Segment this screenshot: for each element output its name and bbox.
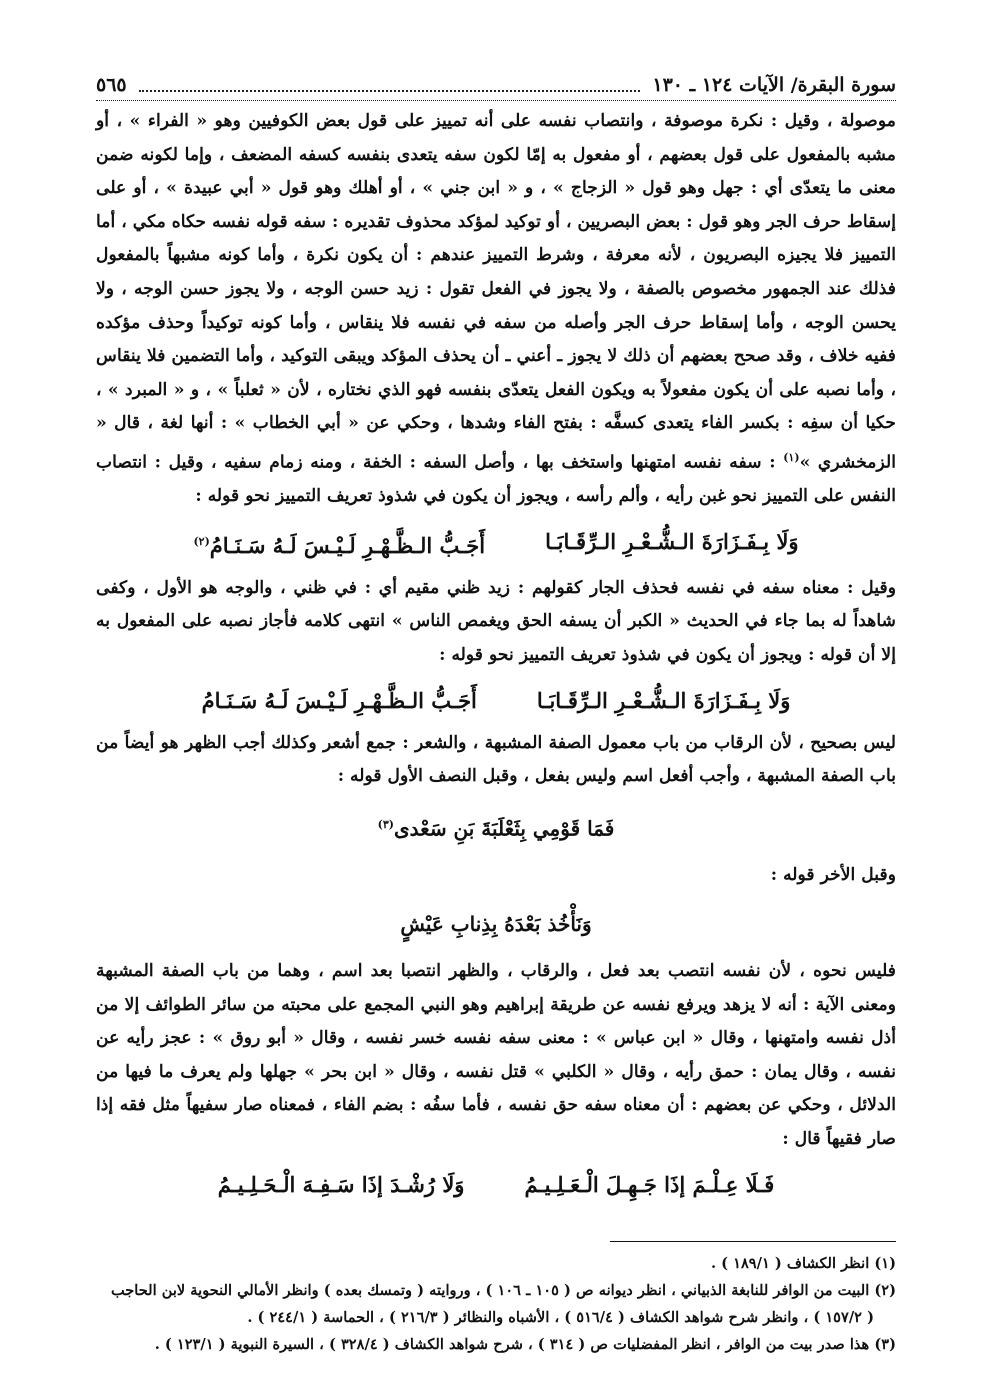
- paragraph-5: فليس نحوه ، لأن نفسه انتصب بعد فعل ، والرقاب ، والظهر انتصبا بعد اسم ، وهما من باب الصفة المشبهة ومعنى الآية : أنه لا يزهد ويرفع نفسه عن طريقة إبراهيم وهو النبي المجمع على محبته من سائر الطوائف إلا من أذل نفسه وامتهنها ، وقال « ابن عباس » : معنى سفه نفسه خسر نفسه ، وقال « أبو روق » : عجز رأيه عن نفسه ، وقال يمان : حمق رأيه ، وقال « الكلبي » قتل نفسه ، وقال « ابن بحر » جهلها ولم يعرف ما فيها من الدلائل ، وحكي عن بعضهم : أن معناه سفه حق نفسه ، فأما سفُه : بضم الفاء ، فمعناه صار سفيهاً مثل فقه إذا صار فقيهاً قال :: [96, 961, 896, 1150]
- footnote-2-continued: ( ١٥٧/٢ ) ، وانظر شرح شواهد الكشاف ( ٥١٦/٤ ) ، الأشباه والنظائر ( ٢١٦/٣ ) ، الحماسة ( ٢٤٤/١ ) .: [247, 1308, 874, 1326]
- verse-1-second-hemistich: [193, 520, 485, 568]
- half-verse-1-text: فَمَا قَوْمِي بِثَعْلَبَةَ بَنِ سَعْدى: [394, 816, 615, 841]
- poetry-verse-1: [96, 520, 896, 568]
- footnote-separator: [610, 1241, 896, 1242]
- footnotes: [96, 1250, 896, 1358]
- verse-2-second-hemistich: أَجَـبُّ الـظَّـهْـرِ لَـيْـسَ لَـهُ سَـنَـامُ: [201, 687, 477, 713]
- footnote-3: (٣) هذا صدر بيت من الوافر ، انظر المفضليات ص ( ٣١٤ ) ، شرح شواهد الكشاف ( ٣٢٨/٤ ) ، السيرة النبوية ( ١٢٣/١ ) .: [154, 1335, 896, 1353]
- footnote-1: (١) انظر الكشاف ( ١٨٩/١ ) .: [710, 1254, 896, 1272]
- page-header: [96, 72, 896, 101]
- footnote-ref-1[interactable]: (١): [783, 450, 800, 464]
- paragraph-1-end: : سفه نفسه امتهنها واستخف بها ، وأصل السفه : الخفة ، ومنه زمام سفيه ، وقيل : انتصاب النفس على التمييز نحو غبن رأيه ، وألم رأسه ، ويجوز أن يكون في شذوذ تعريف التمييز نحو قوله :: [96, 452, 896, 507]
- header-dotted-leader: [139, 90, 641, 92]
- paragraph-1: [96, 105, 896, 514]
- book-page: [96, 72, 896, 1358]
- verse-2-first-hemistich: وَلَا بِـفَـزَارَةَ الـشُّـعْـرِ الـرِّقَـابَـا: [536, 687, 791, 713]
- poetry-verse-2: [96, 679, 896, 723]
- footnote-ref-2[interactable]: (٢): [193, 534, 210, 548]
- half-verse-2: وَنَأْخُذ بَعْدَهُ بِذِنابِ عَيْشٍ: [400, 912, 592, 937]
- verse-1-first-hemistich: وَلَا بِـفَـزَارَةَ الـشُّـعْـرِ الـرِّقَـابَـا: [545, 528, 799, 554]
- verse-3-first-hemistich: فَـلَا عِـلْـمَ إذَا جَـهِـلَ الْـعَـلِـيـمُ: [524, 1171, 775, 1197]
- paragraph-4: وقبل الأخر قوله :: [770, 865, 896, 886]
- footnote-2: (٢) البيت من الوافر للنابغة الذبياني ، انظر ديوانه ص ( ١٠٥ ـ ١٠٦ ) ، وروايته ( وتمسك بعده ) وانظر الأمالي النحوية لابن الحاجب: [110, 1281, 896, 1299]
- paragraph-2: وقيل : معناه سفه في نفسه فحذف الجار كقولهم : زيد ظني مقيم أي : في ظني ، والوجه هو الأول ، وكفى شاهداً له بما جاء في الحديث « الكبر أن يسفه الحق ويغمص الناس » انتهى كلامه فأجاز نصبه على المفعول به إلا أن قوله : ويجوز أن يكون في شذوذ تعريف التمييز نحو قوله :: [96, 577, 896, 666]
- poetry-verse-3: [96, 1163, 896, 1207]
- paragraph-1-text: موصولة ، وقيل : نكرة موصوفة ، وانتصاب نفسه على أنه تمييز على قول بعض الكوفيين وهو « الفراء » ، أو مشبه بالمفعول على قول بعضهم ، أو مفعول به إمّا لكون سفه يتعدى بنفسه كسفه المضعف ، وإما لكونه ضمن معنى ما يتعدّى أي : جهل وهو قول « الزجاج » ، و « ابن جني » ، أو أهلك وهو قول « أبي عبيدة » ، أو على إسقاط حرف الجر وهو قول : بعض البصريين ، أو توكيد لمؤكد محذوف تقديره : سفه قوله نفسه حكاه مكي ، أما التمييز فلا يجيزه البصريون ، لأنه معرفة ، وشرط التمييز عندهم : أن يكون نكرة ، وأما كونه مشبهاً بالمفعول فذلك عند الجمهور مخصوص بالصفة ، ولا يجوز في الفعل تقول : زيد حسن الوجه ، ولا يجوز حسن الوجه ، ولا يحسن الوجه ، وأما إسقاط حرف الجر وأصله من سفه في نفسه فلا ينقاس ، وأما كونه توكيداً وحذف مؤكده ففيه خلاف ، وقد صحح بعضهم أن ذلك لا يجوز ـ أعني ـ أن يحذف المؤكد ويبقى التوكيد ، وأما التضمين فلا ينقاس ، وأما نصبه على أن يكون مفعولاً به ويكون الفعل يتعدّى بنفسه فهو الذي نختاره ، لأن « ثعلباً » ، و « المبرد » ، حكيا أن سفِه : بكسر الفاء يتعدى كسفَّه : بفتح الفاء وشدها ، وحكي عن « أبي الخطاب » : أنها لغة ، قال « الزمخشري »: [96, 111, 896, 473]
- running-title: سورة البقرة/ الآيات ١٢٤ ـ ١٣٠: [652, 74, 896, 96]
- half-verse-1: [96, 804, 896, 850]
- page-number: ٥٦٥: [96, 74, 127, 96]
- paragraph-3: ليس بصحيح ، لأن الرقاب من باب معمول الصفة المشبهة ، والشعر : جمع أشعر وكذلك أجب الظهر هو أيضاً من باب الصفة المشبهة ، وأجب أفعل اسم وليس بفعل ، وقبل النصف الأول قوله :: [96, 732, 896, 787]
- footnote-ref-3[interactable]: (٣): [377, 817, 395, 831]
- verse-3-second-hemistich: وَلَا رُشْـدَ إذَا سَـفِـهَ الْـحَـلِـيـمُ: [217, 1171, 465, 1197]
- main-text: [96, 105, 896, 1207]
- verse-1-second-text: أَجَـبُّ الـظَّـهْـرِ لَـيْـسَ لَـهُ سَـنَـامُ: [209, 532, 486, 558]
